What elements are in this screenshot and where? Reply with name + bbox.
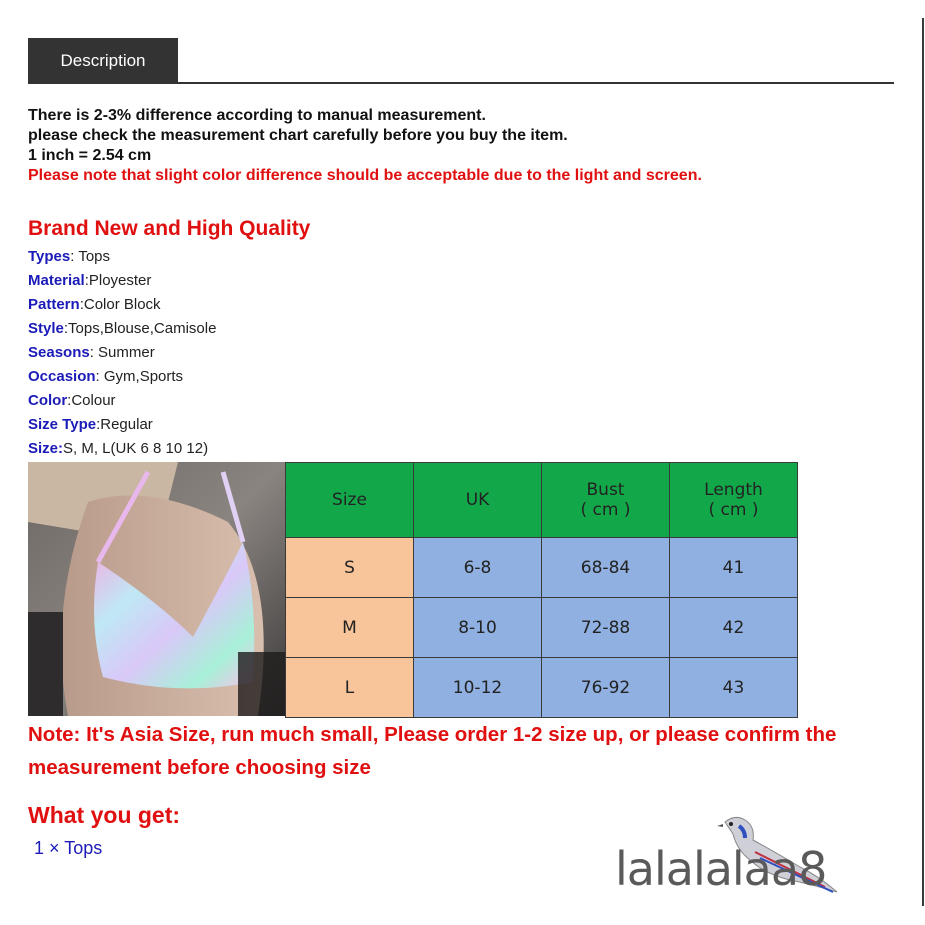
spec-key: Seasons	[28, 344, 90, 361]
spec-row-pattern	[28, 295, 216, 319]
header-bust	[542, 463, 670, 538]
spec-key: Material	[28, 272, 85, 289]
spec-value: : Summer	[89, 344, 155, 361]
cell-bust: 68-84	[542, 538, 670, 598]
cell-size: M	[286, 598, 414, 658]
cell-length: 43	[670, 658, 798, 718]
table-row	[286, 658, 798, 718]
header-length-label: Length	[704, 480, 763, 500]
header-uk: UK	[414, 463, 542, 538]
spec-key: Size Type	[28, 416, 97, 433]
spec-value: : Tops	[70, 248, 110, 265]
spec-key: Color	[28, 392, 68, 409]
spec-value: :Color Block	[79, 296, 161, 313]
cell-uk: 6-8	[414, 538, 542, 598]
spec-value: S, M, L(UK 6 8 10 12)	[63, 440, 209, 457]
size-chart-table	[285, 462, 798, 718]
cell-size: L	[286, 658, 414, 718]
spec-value: :Tops,Blouse,Camisole	[63, 320, 217, 337]
cell-bust: 72-88	[542, 598, 670, 658]
spec-value: :Ployester	[84, 272, 152, 289]
notice-line-color-warning: Please note that slight color difference should be acceptable due to the light and screen.	[28, 167, 702, 184]
spec-row-material	[28, 271, 216, 295]
cell-uk: 10-12	[414, 658, 542, 718]
table-row	[286, 598, 798, 658]
brand-heading: Brand New and High Quality	[28, 217, 311, 240]
spec-row-style	[28, 319, 216, 343]
spec-key: Size:	[28, 440, 64, 457]
spec-row-color	[28, 391, 216, 415]
tab-description[interactable]: Description	[28, 38, 178, 84]
spec-row-types	[28, 247, 216, 271]
cell-size: S	[286, 538, 414, 598]
table-row	[286, 538, 798, 598]
spec-row-seasons	[28, 343, 216, 367]
store-watermark	[615, 812, 840, 902]
spec-row-size	[28, 439, 216, 463]
spec-value: :Colour	[67, 392, 116, 409]
spec-key: Style	[28, 320, 64, 337]
right-border-line	[922, 18, 924, 906]
header-bust-unit: ( cm )	[580, 500, 631, 520]
notice-line-1: There is 2-3% difference according to manual measurement.	[28, 107, 486, 124]
cell-length: 41	[670, 538, 798, 598]
product-photo	[28, 462, 285, 716]
tab-underline	[28, 82, 894, 84]
cell-uk: 8-10	[414, 598, 542, 658]
notice-line-2: please check the measurement chart carefully before you buy the item.	[28, 127, 568, 144]
spec-list	[28, 247, 216, 463]
spec-row-occasion	[28, 367, 216, 391]
header-bust-label: Bust	[586, 480, 625, 500]
measurement-notice	[28, 106, 702, 186]
spec-value: :Regular	[96, 416, 153, 433]
spec-key: Types	[28, 248, 71, 265]
notice-line-3: 1 inch = 2.54 cm	[28, 147, 152, 164]
package-item: 1 × Tops	[34, 838, 103, 858]
watermark-text: lalalalaa8	[615, 842, 827, 896]
spec-value: : Gym,Sports	[95, 368, 184, 385]
header-size: Size	[286, 463, 414, 538]
cell-bust: 76-92	[542, 658, 670, 718]
asia-size-note: Note: It's Asia Size, run much small, Please order 1-2 size up, or please confirm the measurement before choosing size	[28, 723, 837, 779]
header-length	[670, 463, 798, 538]
spec-key: Occasion	[28, 368, 96, 385]
what-you-get-heading: What you get:	[28, 802, 181, 828]
cell-length: 42	[670, 598, 798, 658]
size-chart-header-row	[286, 463, 798, 538]
spec-row-size-type	[28, 415, 216, 439]
spec-key: Pattern	[28, 296, 80, 313]
header-length-unit: ( cm )	[708, 500, 759, 520]
